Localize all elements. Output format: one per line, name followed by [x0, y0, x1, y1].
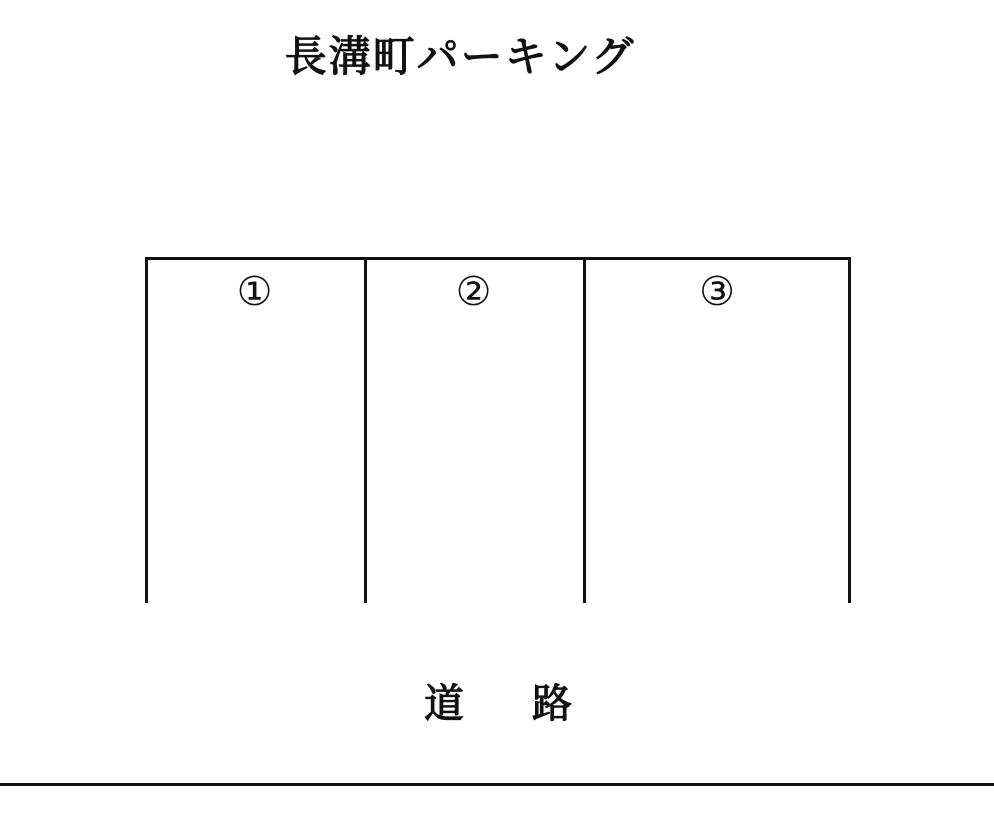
- road-label: 道 路: [424, 681, 586, 727]
- parking-stall-3[interactable]: [583, 260, 851, 603]
- stall-number-label: ①: [236, 269, 273, 315]
- stall-number-label: ②: [455, 269, 492, 315]
- parking-lot-diagram: [145, 257, 851, 600]
- page-title: 長溝町パーキング: [284, 32, 636, 81]
- stall-number-label: ③: [699, 269, 735, 315]
- parking-stall-1[interactable]: [145, 260, 364, 603]
- parking-stall-2[interactable]: [364, 260, 583, 603]
- road-boundary-line: [0, 783, 994, 786]
